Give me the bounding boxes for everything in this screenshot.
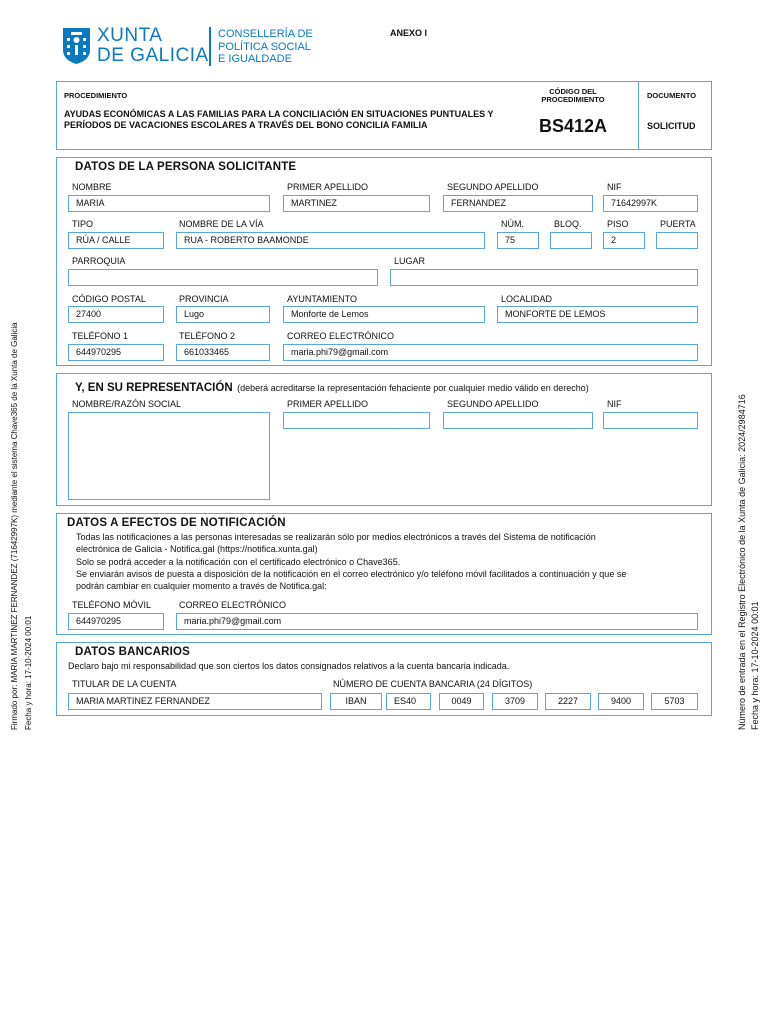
label-notif-correo: CORREO ELECTRÓNICO xyxy=(179,600,287,610)
iban-part-2-field[interactable]: 3709 xyxy=(492,693,538,710)
label-nif: NIF xyxy=(607,182,622,192)
iban-part-3-field[interactable]: 2227 xyxy=(545,693,591,710)
iban-part-5-field[interactable]: 5703 xyxy=(651,693,698,710)
right-margin-date: Fecha y hora: 17-10-2024 00:01 xyxy=(750,601,760,730)
representation-heading xyxy=(75,378,589,396)
nombre-field[interactable]: MARIA xyxy=(68,195,270,212)
label-rep-nombre: NOMBRE/RAZÓN SOCIAL xyxy=(72,399,182,409)
lugar-field[interactable] xyxy=(390,269,698,286)
applicant-title: DATOS DE LA PERSONA SOLICITANTE xyxy=(75,161,297,173)
rep-primer-apellido-field[interactable] xyxy=(283,412,430,429)
label-nombre: NOMBRE xyxy=(72,182,112,192)
telefono-2-field[interactable]: 661033465 xyxy=(176,344,270,361)
parroquia-field[interactable] xyxy=(68,269,378,286)
representation-title: Y, EN SU REPRESENTACIÓN xyxy=(75,382,233,394)
label-rep-segundo-apellido: SEGUNDO APELLIDO xyxy=(447,399,539,409)
galicia-shield-icon xyxy=(62,27,91,65)
telefono-1-field[interactable]: 644970295 xyxy=(68,344,164,361)
left-margin-signature: Firmado por: MARIA MARTINEZ FERNANDEZ (71642997K) mediante el sistema Chave365 de la Xunta de Galicia xyxy=(10,322,19,730)
piso-field[interactable]: 2 xyxy=(603,232,645,249)
document-value: SOLICITUD xyxy=(647,121,696,131)
notification-text: Todas las notificaciones a las personas interesadas se realizarán sólo por medios electrónicos a través del Sistema de notificación electrónica de Galicia - Notifica.gal (https://notifica.xunta.gal) Solo se podrá acceder a la notificación con el certificado electrónico o Chave365. Se enviarán avisos de puesta a disposición de la notificación en el correo electrónico y/o teléfono móvil facilitados a continuación y que se podrán cambiar en cualquier momento a través de Notifica.gal: xyxy=(76,532,627,592)
nif-field[interactable]: 71642997K xyxy=(603,195,698,212)
label-ayuntamiento: AYUNTAMIENTO xyxy=(287,294,358,304)
label-piso: PISO xyxy=(607,219,629,229)
label-bloq: BLOQ. xyxy=(554,219,582,229)
label-rep-nif: NIF xyxy=(607,399,622,409)
telefono-movil-field[interactable]: 644970295 xyxy=(68,613,164,630)
representation-note: (deberá acreditarse la representación fehaciente por cualquier medio válido en derecho) xyxy=(237,383,589,393)
xunta-logo xyxy=(62,26,322,68)
rep-nombre-field[interactable] xyxy=(68,412,270,500)
tipo-field[interactable]: RÚA / CALLE xyxy=(68,232,164,249)
provincia-field[interactable]: Lugo xyxy=(176,306,270,323)
iban-part-1-field[interactable]: 0049 xyxy=(439,693,484,710)
logo-line1: XUNTA xyxy=(97,25,163,46)
document-label: DOCUMENTO xyxy=(647,91,697,100)
localidad-field[interactable]: MONFORTE DE LEMOS xyxy=(497,306,698,323)
logo-line2: DE GALICIA xyxy=(97,45,209,66)
procedure-code-label: CÓDIGO DEL PROCEDIMIENTO xyxy=(541,87,605,104)
rep-segundo-apellido-field[interactable] xyxy=(443,412,593,429)
annex-label: ANEXO I xyxy=(390,28,428,38)
titular-field[interactable]: MARIA MARTINEZ FERNANDEZ xyxy=(68,693,322,710)
dept-line2: POLÍTICA SOCIAL xyxy=(218,40,311,53)
nombre-via-field[interactable]: RUA - ROBERTO BAAMONDE xyxy=(176,232,485,249)
dept-line3: E IGUALDADE xyxy=(218,53,292,65)
label-primer-apellido: PRIMER APELLIDO xyxy=(287,182,369,192)
notif-correo-field[interactable]: maria.phi79@gmail.com xyxy=(176,613,698,630)
logo-divider xyxy=(209,27,211,66)
label-numero-cuenta: NÚMERO DE CUENTA BANCARIA (24 DÍGITOS) xyxy=(333,679,533,689)
num-field[interactable]: 75 xyxy=(497,232,539,249)
label-segundo-apellido: SEGUNDO APELLIDO xyxy=(447,182,539,192)
procedure-label: PROCEDIMIENTO xyxy=(64,91,128,100)
label-telefono-1: TELÉFONO 1 xyxy=(72,331,129,341)
procedure-title: AYUDAS ECONÓMICAS A LAS FAMILIAS PARA LA CONCILIACIÓN EN SITUACIONES PUNTUALES Y PERÍODOS DE VACACIONES ESCOLARES A TRAVÉS DEL BONO CONCILIA FAMILIA xyxy=(64,109,494,130)
label-tipo: TIPO xyxy=(72,219,94,229)
label-localidad: LOCALIDAD xyxy=(501,294,553,304)
iban-country-field[interactable]: ES40 xyxy=(386,693,431,710)
label-titular: TITULAR DE LA CUENTA xyxy=(72,679,177,689)
label-codigo-postal: CÓDIGO POSTAL xyxy=(72,294,146,304)
bank-declaration: Declaro bajo mi responsabilidad que son ciertos los datos consignados relativos a la cuenta bancaria indicada. xyxy=(68,661,510,671)
correo-field[interactable]: maria.phi79@gmail.com xyxy=(283,344,698,361)
notification-title: DATOS A EFECTOS DE NOTIFICACIÓN xyxy=(67,517,286,529)
puerta-field[interactable] xyxy=(656,232,698,249)
primer-apellido-field[interactable]: MARTINEZ xyxy=(283,195,430,212)
bank-title: DATOS BANCARIOS xyxy=(75,646,191,658)
iban-label-cell: IBAN xyxy=(330,693,382,710)
rep-nif-field[interactable] xyxy=(603,412,698,429)
label-num: NÚM. xyxy=(501,219,524,229)
ayuntamiento-field[interactable]: Monforte de Lemos xyxy=(283,306,485,323)
label-correo: CORREO ELECTRÓNICO xyxy=(287,331,395,341)
codigo-postal-field[interactable]: 27400 xyxy=(68,306,164,323)
label-provincia: PROVINCIA xyxy=(179,294,229,304)
dept-line1: CONSELLERÍA DE xyxy=(218,28,313,40)
label-nombre-via: NOMBRE DE LA VÍA xyxy=(179,219,264,229)
procedure-code: BS412A xyxy=(538,116,608,136)
bloq-field[interactable] xyxy=(550,232,592,249)
left-margin-date: Fecha y hora: 17-10-2024 00:01 xyxy=(24,615,33,730)
label-telefono-movil: TELÉFONO MÓVIL xyxy=(72,600,152,610)
label-lugar: LUGAR xyxy=(394,256,426,266)
right-margin-registry: Número de entrada en el Registro Electrónico de la Xunta de Galicia: 2024/2984716 xyxy=(737,394,747,730)
iban-part-4-field[interactable]: 9400 xyxy=(598,693,644,710)
label-puerta: PUERTA xyxy=(660,219,696,229)
label-telefono-2: TELÉFONO 2 xyxy=(179,331,236,341)
label-parroquia: PARROQUIA xyxy=(72,256,126,266)
label-rep-primer-apellido: PRIMER APELLIDO xyxy=(287,399,369,409)
segundo-apellido-field[interactable]: FERNANDEZ xyxy=(443,195,593,212)
